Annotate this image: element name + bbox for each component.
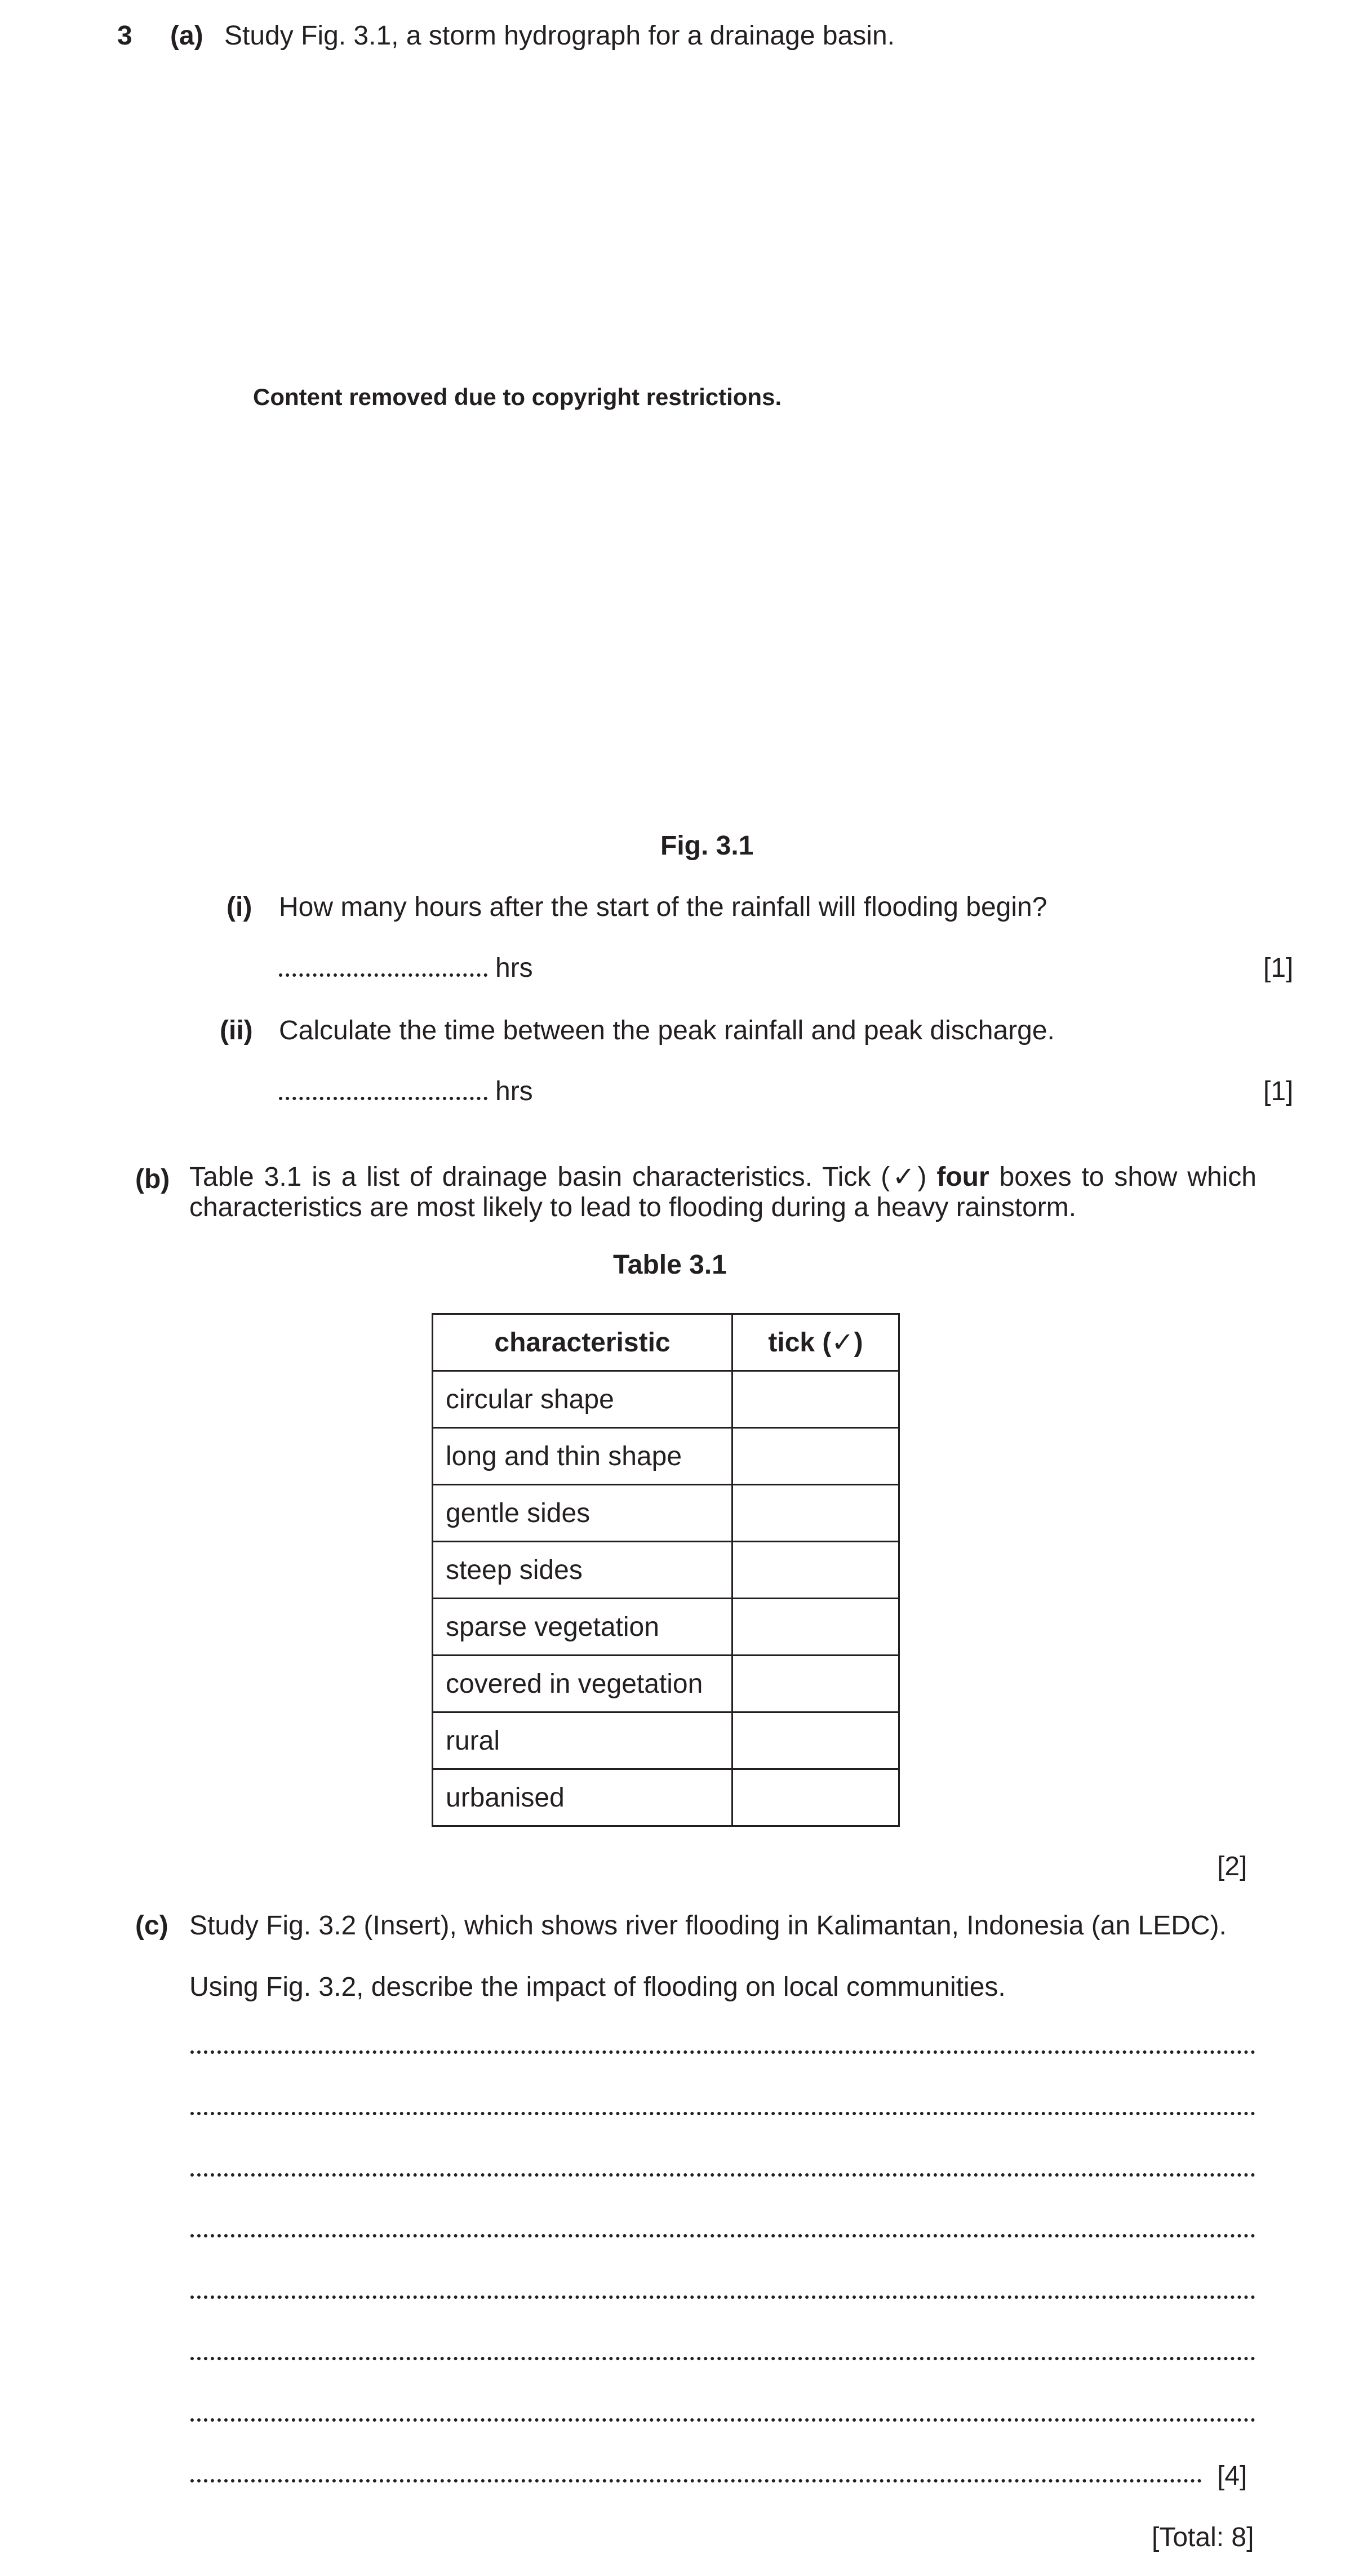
answer-line[interactable] — [190, 2173, 1255, 2177]
sub-ii-label: (ii) — [220, 1016, 253, 1045]
part-a-label: (a) — [170, 21, 203, 51]
row-characteristic: circular shape — [433, 1371, 732, 1428]
part-b-marks: [2] — [1217, 1852, 1247, 1881]
part-b-label: (b) — [135, 1164, 170, 1194]
sub-ii-text: Calculate the time between the peak rainfall and peak discharge. — [279, 1016, 1055, 1045]
part-b-text-bold: four — [936, 1162, 989, 1192]
row-characteristic: gentle sides — [433, 1485, 732, 1542]
part-c-text: Study Fig. 3.2 (Insert), which shows river flooding in Kalimantan, Indonesia (an LEDC). — [189, 1911, 1227, 1941]
table-row — [433, 1599, 899, 1656]
answer-line[interactable] — [190, 2357, 1255, 2360]
answer-line[interactable] — [190, 2418, 1255, 2422]
row-characteristic: rural — [433, 1712, 732, 1769]
part-b-text-after: boxes to show which characteristics are most likely to lead to flooding during a heavy rainstorm. — [189, 1162, 1257, 1222]
table-row — [433, 1371, 899, 1428]
table-row — [433, 1712, 899, 1769]
tick-box[interactable] — [732, 1599, 899, 1656]
tick-box[interactable] — [732, 1712, 899, 1769]
answer-line[interactable] — [190, 2112, 1255, 2115]
row-characteristic: long and thin shape — [433, 1428, 732, 1485]
table-row — [433, 1485, 899, 1542]
answer-line[interactable] — [190, 2050, 1255, 2054]
tick-box[interactable] — [732, 1485, 899, 1542]
table-row — [433, 1656, 899, 1712]
table-row — [433, 1769, 899, 1826]
characteristics-table — [432, 1313, 900, 1827]
sub-i-marks: [1] — [1263, 953, 1294, 983]
part-c-label: (c) — [135, 1911, 168, 1941]
sub-i-answer-dots[interactable] — [279, 973, 487, 977]
figure-caption: Fig. 3.1 — [660, 831, 754, 861]
part-a-text: Study Fig. 3.1, a storm hydrograph for a drainage basin. — [224, 21, 895, 51]
table-title: Table 3.1 — [613, 1250, 727, 1280]
row-characteristic: covered in vegetation — [433, 1656, 732, 1712]
sub-ii-answer-line[interactable] — [279, 1078, 533, 1105]
table-header-row — [433, 1314, 899, 1371]
total-marks: [Total: 8] — [1152, 2522, 1254, 2552]
tick-box[interactable] — [732, 1371, 899, 1428]
row-characteristic: sparse vegetation — [433, 1599, 732, 1656]
sub-i-text: How many hours after the start of the rainfall will flooding begin? — [279, 892, 1047, 922]
header-tick: tick (✓) — [732, 1314, 899, 1371]
sub-ii-marks: [1] — [1263, 1076, 1294, 1106]
header-characteristic: characteristic — [433, 1314, 732, 1371]
table-row — [433, 1428, 899, 1485]
sub-ii-answer-dots[interactable] — [279, 1097, 487, 1100]
question-number: 3 — [117, 21, 132, 51]
tick-box[interactable] — [732, 1428, 899, 1485]
answer-line[interactable] — [190, 2234, 1255, 2237]
part-c-instruction: Using Fig. 3.2, describe the impact of flooding on local communities. — [189, 1972, 1006, 2002]
answer-line[interactable] — [190, 2479, 1202, 2482]
table-row — [433, 1542, 899, 1599]
part-c-marks: [4] — [1217, 2461, 1247, 2491]
sub-i-unit: hrs — [495, 953, 533, 983]
tick-box[interactable] — [732, 1769, 899, 1826]
sub-ii-unit: hrs — [495, 1076, 533, 1106]
answer-line[interactable] — [190, 2295, 1255, 2299]
row-characteristic: steep sides — [433, 1542, 732, 1599]
part-b-text-before: Table 3.1 is a list of drainage basin characteristics. Tick (✓) — [189, 1162, 937, 1192]
copyright-notice: Content removed due to copyright restrictions. — [253, 384, 782, 410]
sub-i-label: (i) — [227, 892, 252, 922]
part-b-text — [189, 1162, 1257, 1223]
tick-box[interactable] — [732, 1656, 899, 1712]
row-characteristic: urbanised — [433, 1769, 732, 1826]
tick-box[interactable] — [732, 1542, 899, 1599]
sub-i-answer-line[interactable] — [279, 955, 533, 982]
